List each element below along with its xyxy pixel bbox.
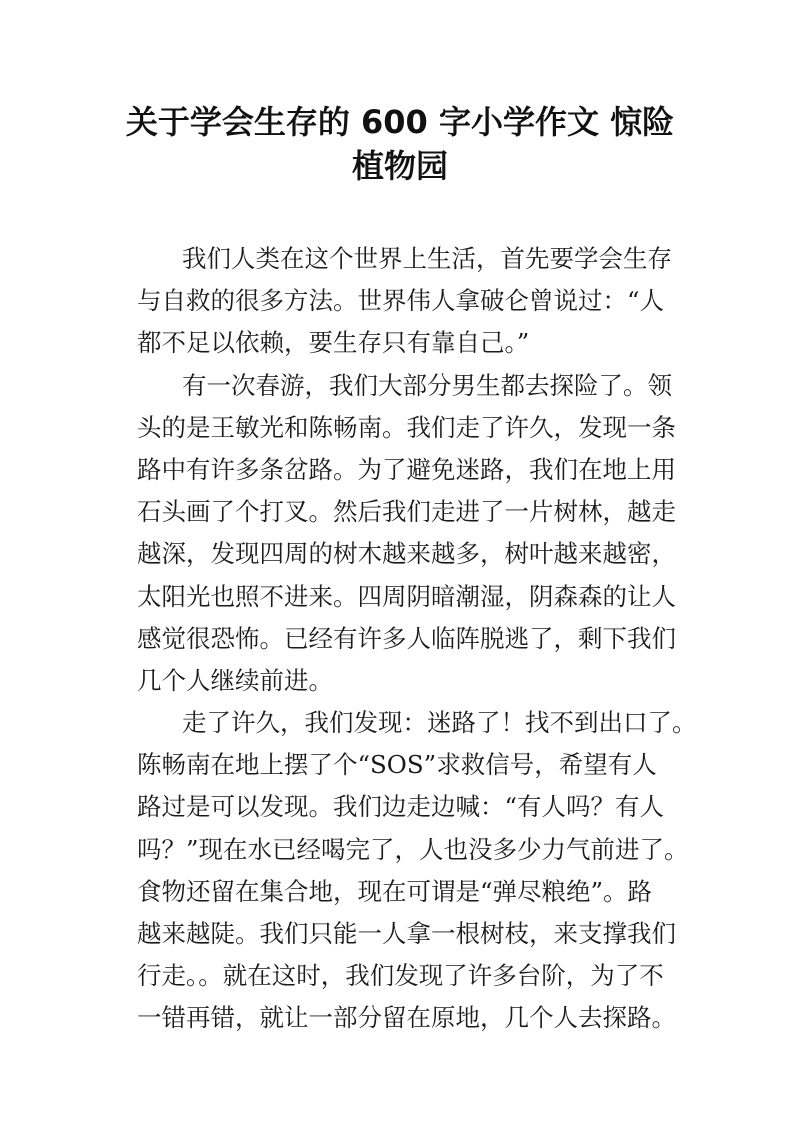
title-line: 植物园: [351, 147, 448, 185]
text-line: 与自救的很多方法。世界伟人拿破仑曾说过：“人: [137, 286, 665, 316]
text-line: 越深，发现四周的树木越来越多，树叶越来越密，: [137, 539, 676, 569]
text-line: 吗？”现在水已经喝完了，人也没多少力气前进了。: [137, 834, 689, 864]
text-line: 走了许久，我们发现：迷路了！找不到出口了。: [182, 708, 697, 738]
text-line: 有一次春游，我们大部分男生都去探险了。领: [182, 370, 672, 400]
document-title: [120, 100, 680, 188]
text-line: 越来越陡。我们只能一人拿一根树枝，来支撑我们: [137, 919, 676, 948]
text-line: 石头画了个打叉。然后我们走进了一片树林，越走: [137, 497, 676, 527]
text-line: 我们人类在这个世界上生活，首先要学会生存: [182, 244, 672, 273]
text-line: 食物还留在集合地，现在可谓是“弹尽粮绝”。路: [137, 876, 653, 906]
text-line: 路过是可以发现。我们边走边喊：“有人吗？有人: [137, 792, 665, 822]
text-line: 几个人继续前进。: [137, 665, 333, 695]
text-line: 路中有许多条岔路。为了避免迷路，我们在地上用: [137, 454, 676, 484]
title-line: 关于学会生存的 600 字小学作文 惊险: [125, 103, 675, 141]
text-line: 头的是王敏光和陈畅南。我们走了许久，发现一条: [137, 412, 676, 442]
text-line: 感觉很恐怖。已经有许多人临阵脱逃了，剩下我们: [137, 623, 676, 653]
text-line: 陈畅南在地上摆了个“SOS”求救信号，希望有人: [137, 750, 657, 780]
text-line: 一错再错，就让一部分留在原地，几个人去探路。: [137, 1003, 676, 1033]
article-body: [137, 238, 697, 1040]
text-line: 都不足以依赖，要生存只有靠自己。”: [137, 328, 530, 358]
text-line: 行走。。就在这时，我们发现了许多台阶，为了不: [137, 961, 664, 991]
text-line: 太阳光也照不进来。四周阴暗潮湿，阴森森的让人: [137, 581, 676, 611]
